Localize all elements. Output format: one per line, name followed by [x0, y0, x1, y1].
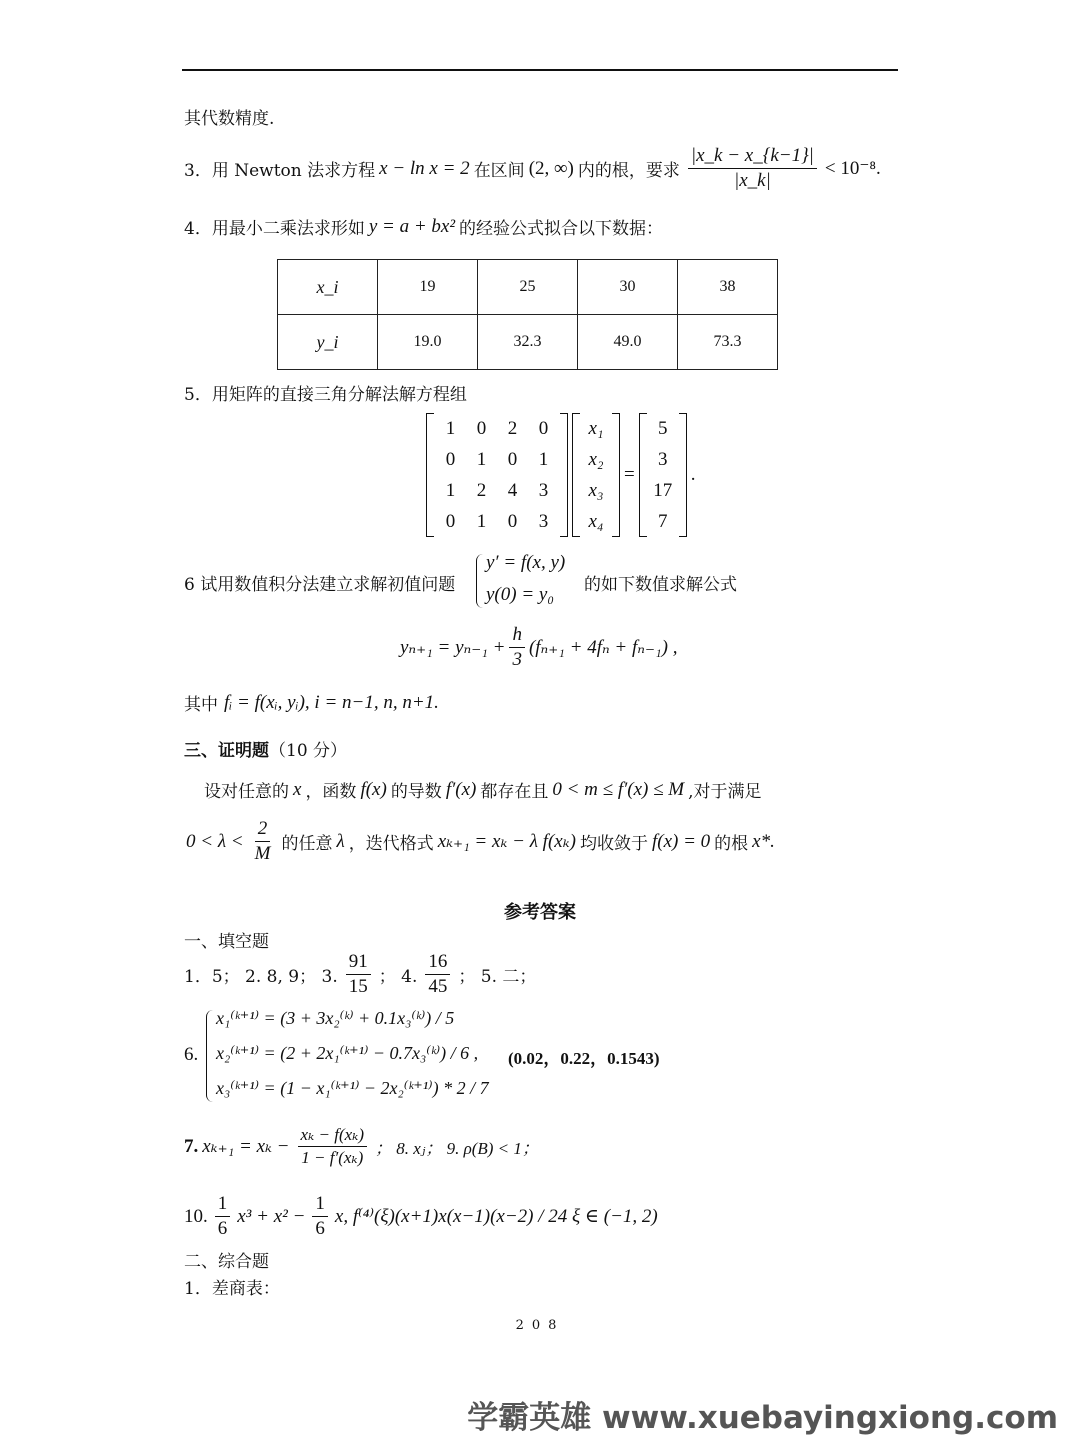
question-6-text: 6 试用数值积分法建立求解初值问题: [184, 575, 456, 595]
where-formula: fᵢ = f(xᵢ, yᵢ), i = n−1, n, n+1.: [224, 691, 439, 713]
section-3-heading: [184, 736, 347, 761]
answers-part-1: 一、填空题: [184, 932, 269, 952]
answer-10-frac1-num: 1: [215, 1193, 231, 1217]
proof-text: ,对于满足: [688, 782, 762, 802]
q4-text: 4．用最小二乘法求形如: [184, 219, 365, 239]
rhs-vector: [639, 413, 687, 537]
proof-fx: f(x): [360, 778, 387, 800]
answer-10-frac1: [215, 1193, 231, 1240]
answer-6-eq3: x₃⁽ᵏ⁺¹⁾ = (1 − x₁⁽ᵏ⁺¹⁾ − 2x₂⁽ᵏ⁺¹⁾) * 2 / 7: [216, 1078, 489, 1098]
section-3-title: 三、证明题: [184, 741, 269, 761]
proof-text: ，函数: [305, 782, 357, 802]
vector-entry: 17: [653, 480, 673, 501]
matrix-entry: 2: [476, 480, 487, 501]
answer-4-num: 16: [425, 951, 450, 975]
unknown-vector: [572, 413, 620, 537]
answer-10-mid: x³ + x² −: [237, 1205, 306, 1227]
answer-7-num: xₖ − f(xₖ): [298, 1125, 368, 1147]
q3-equation: x − ln x = 2: [379, 157, 470, 179]
q3-frac-num: |x_k − x_{k−1}|: [688, 145, 817, 169]
vector-entry: 7: [657, 511, 668, 532]
answer-text: ； 4.: [378, 967, 418, 987]
q3-tail: < 10⁻⁸.: [824, 158, 881, 179]
proof-xstar: x*.: [752, 830, 775, 852]
coefficient-matrix: [426, 413, 568, 537]
table-cell: 19.0: [378, 315, 478, 370]
answer-10-frac2-den: 6: [315, 1218, 325, 1239]
answer-7-tail: ； 8. xⱼ； 9. ρ(B) < 1；: [375, 1139, 539, 1158]
proof-lambda-bound: 0 < λ <: [186, 830, 244, 852]
proof-root-eq: f(x) = 0: [651, 830, 711, 852]
q4-formula: y = a + bx²: [368, 215, 456, 237]
matrix-entry: 4: [507, 480, 518, 501]
matrix-entry: 0: [538, 418, 549, 439]
proof-inequality: 0 < m ≤ f′(x) ≤ M: [552, 778, 685, 800]
matrix-entry: 0: [476, 418, 487, 439]
answer-3-num: 91: [346, 951, 371, 975]
question-4: [184, 214, 663, 239]
proof-lambda: λ: [336, 830, 345, 852]
table-cell: 19: [378, 260, 478, 315]
formula-left: yₙ₊₁ = yₙ₋₁ +: [400, 637, 506, 658]
answers-line-1: [184, 951, 536, 998]
answers-title: 参考答案: [504, 902, 576, 923]
answer-7-left: xₖ₊₁ = xₖ −: [202, 1136, 290, 1157]
proof-text: 的任意: [281, 834, 333, 854]
system-brace: [476, 554, 483, 608]
matrix-entry: 1: [538, 449, 549, 470]
proof-text: 的根: [714, 834, 749, 854]
q3-text: 3．用 Newton 法求方程: [184, 161, 376, 181]
formula-num: h: [509, 624, 525, 648]
equals-sign: =: [624, 464, 635, 485]
answer-6-eq1: x₁⁽ᵏ⁺¹⁾ = (3 + 3x₂⁽ᵏ⁾ + 0.1x₃⁽ᵏ⁾) / 5: [216, 1008, 455, 1028]
answer-text: ； 5. 二；: [458, 967, 537, 987]
q3-tolerance-fraction: [688, 145, 817, 192]
table-header-y: y_i: [278, 315, 378, 370]
matrix-equation: [426, 413, 695, 537]
section-3-score: （10 分）: [269, 741, 348, 761]
proof-fraction: [252, 818, 274, 865]
answer-10-label: 10.: [184, 1205, 208, 1227]
data-table: [277, 259, 778, 370]
vector-entry: x₁: [588, 418, 604, 439]
proof-iteration: xₖ₊₁ = xₖ − λ f(xₖ): [437, 831, 576, 852]
vector-entry: 5: [657, 418, 668, 439]
matrix-entry: 1: [476, 511, 487, 532]
answer-3-den: 15: [348, 976, 368, 997]
matrix-entry: 0: [445, 449, 456, 470]
q3-frac-den: |x_k|: [734, 170, 771, 191]
answer-6-values: (0.02，0.22，0.1543): [508, 1049, 660, 1068]
proof-text: 都存在且: [480, 782, 549, 802]
matrix-entry: 3: [538, 480, 549, 501]
proof-dfx: f′(x): [445, 778, 477, 800]
proof-text: ，迭代格式: [348, 834, 434, 854]
answer-4-den: 45: [428, 976, 448, 997]
answer-7-fraction: [298, 1125, 368, 1168]
answer-3-fraction: [346, 951, 371, 998]
matrix-entry: 2: [507, 418, 518, 439]
table-row: [278, 260, 778, 315]
matrix-entry: 3: [538, 511, 549, 532]
answer-7-label: 7.: [184, 1135, 199, 1157]
answer-6-label: 6.: [184, 1044, 199, 1065]
proof-line-1: [204, 777, 762, 802]
table-cell: 30: [578, 260, 678, 315]
q4-tail: 的经验公式拟合以下数据：: [459, 219, 664, 239]
proof-text: 设对任意的: [204, 782, 289, 802]
proof-line-2: [186, 818, 775, 865]
formula-right: (fₙ₊₁ + 4fₙ + fₙ₋₁) ,: [528, 637, 678, 658]
answer-text: 1．5； 2. 8, 9； 3.: [184, 967, 338, 987]
table-cell: 25: [478, 260, 578, 315]
answer-6-brace: [206, 1010, 213, 1102]
table-cell: 38: [678, 260, 778, 315]
answer-10-frac2: [312, 1193, 328, 1240]
vector-entry: x₂: [588, 449, 604, 470]
table-header-x: x_i: [278, 260, 378, 315]
vector-entry: x₄: [588, 511, 604, 532]
ivp-eq-1: y′ = f(x, y): [486, 552, 566, 573]
proof-frac-den: M: [254, 843, 271, 864]
matrix-entry: 0: [507, 511, 518, 532]
table-cell: 73.3: [678, 315, 778, 370]
answer-10-tail: x, f⁽⁴⁾(ξ)(x+1)x(x−1)(x−2) / 24 ξ ∈ (−1, 2): [334, 1206, 658, 1227]
answers-part-2: 二、综合题: [184, 1252, 269, 1272]
answer-4-fraction: [425, 951, 450, 998]
question-5: 5．用矩阵的直接三角分解法解方程组: [184, 385, 467, 405]
answer-10-frac1-den: 6: [217, 1218, 228, 1239]
numerical-formula: [400, 624, 677, 671]
formula-fraction: [509, 624, 525, 671]
where-text: 其中: [184, 695, 218, 715]
proof-var-x: x: [293, 778, 302, 800]
answer-10-frac2-num: 1: [312, 1193, 328, 1217]
q3-mid2: 内的根，要求: [577, 161, 680, 181]
matrix-entry: 1: [476, 449, 487, 470]
answer-6-eq2: x₂⁽ᵏ⁺¹⁾ = (2 + 2x₁⁽ᵏ⁺¹⁾ − 0.7x₃⁽ᵏ⁾) / 6 ,: [216, 1043, 479, 1063]
q3-mid: 在区间: [473, 161, 525, 181]
answer-b1: 1．差商表：: [184, 1279, 280, 1299]
question-3: [184, 145, 881, 192]
table-cell: 32.3: [478, 315, 578, 370]
period: .: [690, 464, 696, 485]
proof-text: 的导数: [390, 782, 442, 802]
matrix-entry: 1: [445, 480, 456, 501]
header-rule: [182, 69, 898, 71]
q3-interval: (2, ∞): [528, 157, 574, 179]
table-row: [278, 315, 778, 370]
proof-frac-num: 2: [255, 818, 271, 842]
ivp-eq-2: y(0) = y₀: [486, 584, 554, 605]
page-number: 208: [515, 1318, 565, 1333]
matrix-entry: 0: [507, 449, 518, 470]
table-cell: 49.0: [578, 315, 678, 370]
vector-entry: 3: [657, 449, 668, 470]
question-6-tail: 的如下数值求解公式: [584, 575, 737, 595]
proof-text: 均收敛于: [579, 834, 648, 854]
matrix-entry: 1: [445, 418, 456, 439]
answers-line-10: [184, 1193, 658, 1240]
formula-den: 3: [512, 649, 522, 670]
watermark: 学霸英雄 www.xuebayingxiong.com: [467, 1400, 1058, 1436]
where-line: [184, 690, 439, 715]
prev-line: 其代数精度.: [184, 109, 275, 129]
answers-line-7: [184, 1125, 539, 1168]
answer-7-den: 1 − f′(xₖ): [301, 1148, 364, 1167]
vector-entry: x₃: [588, 480, 604, 501]
matrix-entry: 0: [445, 511, 456, 532]
